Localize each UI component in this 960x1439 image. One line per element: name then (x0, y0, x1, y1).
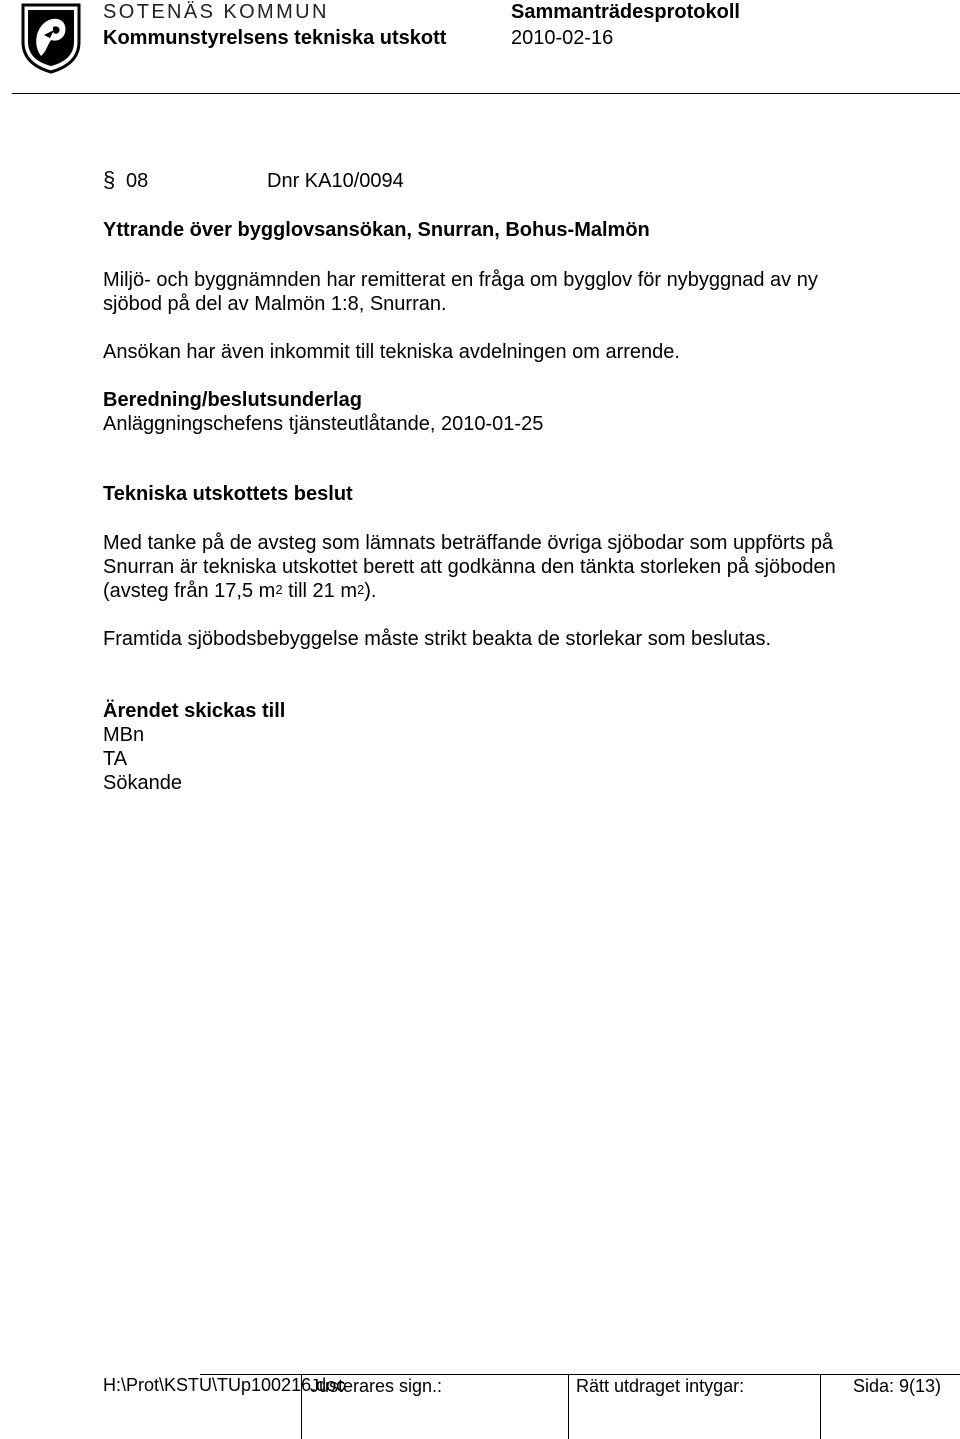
document-type: Sammanträdesprotokoll (511, 1, 740, 23)
protocol-body (103, 168, 903, 795)
superscript: 2 (357, 582, 365, 597)
decision-text: (avsteg från 17,5 $m^2$ till 21 $m^2$). (103, 580, 377, 602)
case-number: 08 (126, 170, 149, 192)
utdrag-label: Rätt utdraget intygar: (576, 1376, 745, 1396)
decision-text: Framtida sjöbodsbebyggelse måste strikt beakta de storlekar som beslutas. (103, 628, 772, 650)
recipient-item: MBn (103, 724, 145, 746)
footer-divider (568, 1375, 569, 1439)
justeras-label: Justerares sign.: (310, 1376, 443, 1396)
recipients-heading: Ärendet skickas till (103, 700, 286, 722)
intro-text: sjöbod på del av Malmön 1:8, Snurran. (103, 293, 447, 315)
decision-text: Med tanke på de avsteg som lämnats beträffande övriga sjöbodar som uppförts på (103, 532, 834, 554)
recipient-item: Sökande (103, 772, 182, 794)
superscript: 2 (275, 582, 283, 597)
decision-heading: Tekniska utskottets beslut (103, 483, 353, 505)
recipient-item: TA (103, 748, 128, 770)
organization-name: SOTENÄS KOMMUN (103, 1, 329, 23)
meeting-date: 2010-02-16 (511, 27, 614, 49)
footer-divider (301, 1375, 302, 1439)
section-sign: § (103, 167, 116, 192)
preparation-heading: Beredning/beslutsunderlag (103, 389, 362, 411)
footer-divider (820, 1375, 821, 1439)
case-line (103, 168, 903, 196)
diary-number: Dnr KA10/0094 (267, 170, 404, 192)
committee-name: Kommunstyrelsens tekniska utskott (103, 27, 447, 49)
header-divider (12, 93, 960, 94)
municipality-crest-logo (20, 2, 82, 74)
intro-text: Miljö- och byggnämnden har remitterat en fråga om bygglov för nybyggnad av ny (103, 269, 818, 291)
footer-table (200, 1374, 960, 1439)
file-path: H:\Prot\KSTU\TUp100216.doc (103, 1375, 346, 1395)
case-title: Yttrande över bygglovsansökan, Snurran, Bohus-Malmön (103, 219, 650, 241)
intro-text: Ansökan har även inkommit till tekniska avdelningen om arrende. (103, 341, 680, 363)
page-number: Sida: 9(13) (853, 1376, 942, 1396)
decision-text: Snurran är tekniska utskottet berett att godkänna den tänkta storleken på sjöboden (103, 556, 836, 578)
preparation-text: Anläggningschefens tjänsteutlåtande, 2010-01-25 (103, 413, 544, 435)
